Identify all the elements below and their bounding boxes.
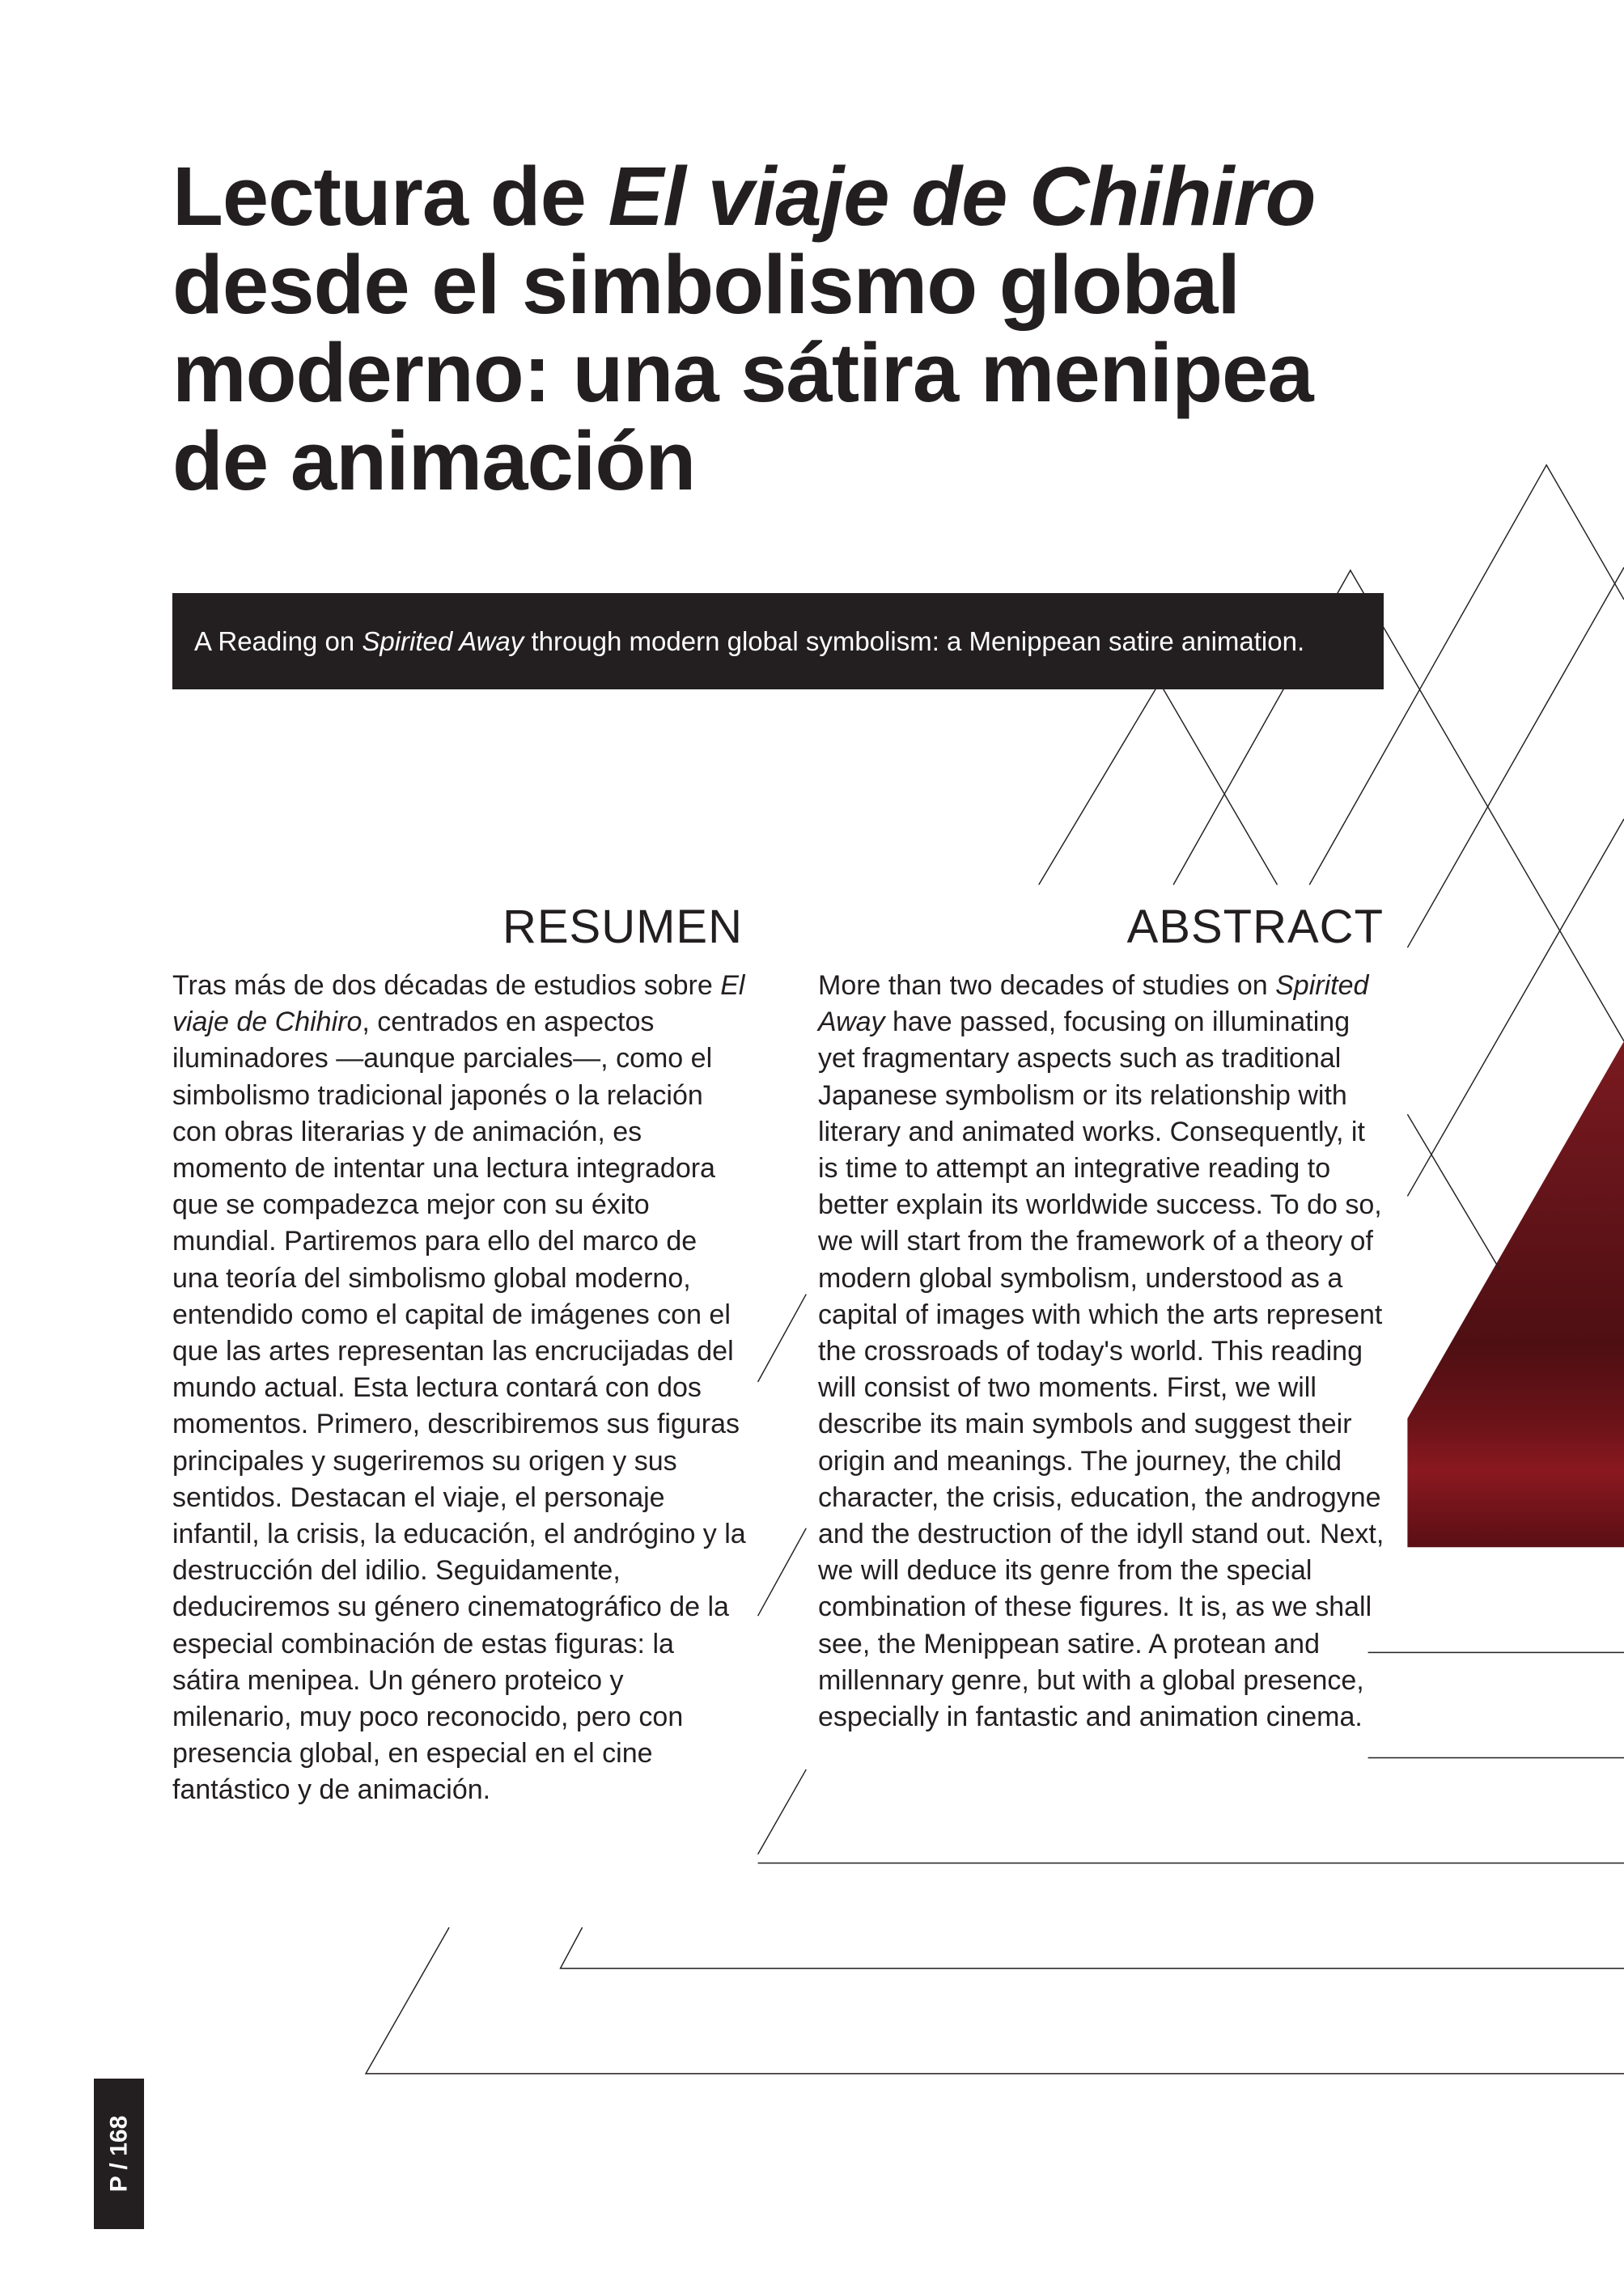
resumen-heading: RESUMEN	[502, 901, 743, 953]
subtitle-text-rest: through modern global symbolism: a Menippean satire animation.	[524, 625, 1305, 656]
abstract-heading: ABSTRACT	[1126, 901, 1384, 953]
english-subtitle-bar	[172, 593, 1384, 689]
abstract-text-rest: have passed, focusing on illuminating yet fragmentary aspects such as traditional Japanese symbolism or its relationship with literary and animated works. Consequently, it is time to attempt an integrative reading to better explain its worldwide success. To do so, we will start from the framework of a theory of modern global symbolism, understood as a capital of images with which the arts represent the crossroads of today's world. This reading will consist of two moments. First, we will describe its main symbols and suggest their origin and meanings. The journey, the child character, the crisis, education, the androgyne and the destruction of the idyll stand out. Next, we will deduce its genre from the special combination of these figures. It is, as we shall see, the Menippean satire. A protean and millennary genre, but with a global presence, especially in fantastic and animation cinema.	[818, 1007, 1384, 1733]
page-number-tab	[94, 2079, 144, 2229]
abstract-text: More than two decades of studies on	[818, 970, 1276, 1001]
resumen-text: Tras más de dos décadas de estudios sobre	[172, 970, 721, 1001]
title-text-rest: desde el simbolismo global moderno: una sátira menipea de animación	[172, 238, 1313, 507]
abstract-body	[818, 968, 1391, 1736]
resumen-text-rest: , centrados en aspectos iluminadores —aunque parciales—, como el simbolismo tradicional japonés o la relación con obras literarias y de animación, es momento de intentar una lectura integradora que se compadezca mejor con su éxito mundial. Partiremos para ello del marco de una teoría del simbolismo global moderno, entendido como el capital de imágenes con el que las artes representan las encrucijadas del mundo actual. Esta lectura contará con dos momentos. Primero, describiremos sus figuras principales y sugeriremos su origen y sus sentidos. Destacan el viaje, el personaje infantil, la crisis, la educación, el andrógino y la destrucción del idilio. Seguidamente, deduciremos su género cinematográfico de la especial combinación de estas figuras: la sátira menipea. Un género proteico y milenario, muy poco reconocido, pero con presencia global, en especial en el cine fantástico y de animación.	[172, 1007, 746, 1806]
resumen-film-name: El viaje de Chihiro	[172, 970, 745, 1038]
page-number: P / 168	[105, 2115, 132, 2193]
subtitle-text: A Reading on	[194, 625, 363, 656]
title-film-name: El viaje de Chihiro	[608, 150, 1316, 243]
abstract-film-name: Spirited Away	[818, 970, 1369, 1038]
subtitle-film-name: Spirited Away	[362, 625, 524, 656]
article-title	[172, 152, 1386, 505]
red-image-triangle	[1407, 1041, 1624, 1547]
english-subtitle	[194, 626, 1304, 657]
title-text: Lectura de	[172, 150, 608, 243]
resumen-body	[172, 968, 748, 1809]
